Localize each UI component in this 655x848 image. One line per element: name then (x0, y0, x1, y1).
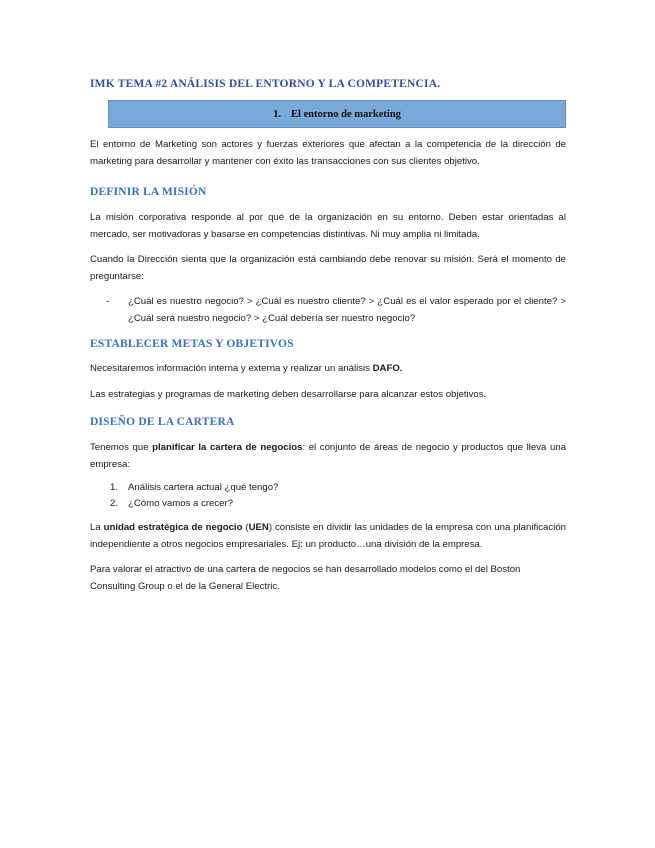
section-title: El entorno de marketing (290, 108, 401, 120)
dash-bullet: - (106, 296, 110, 307)
list-text: Análisis cartera actual ¿qué tengo? (128, 482, 279, 493)
document-title: IMK TEMA #2 ANÁLISIS DEL ENTORNO Y LA COMPETENCIA. (90, 78, 441, 90)
list-item (90, 480, 566, 496)
cartera-p2-post: ) consiste en dividir las unidades de la empresa con una planificación independiente a otros negocios empresariales. Ej: un producto…una división de la empresa. (90, 522, 566, 550)
list-text: ¿Cómo vamos a crecer? (128, 498, 234, 509)
metas-heading: ESTABLECER METAS Y OBJETIVOS (90, 338, 294, 350)
mision-questions-item (90, 294, 566, 327)
list-number: 2. (110, 498, 119, 509)
list-number: 1. (110, 482, 119, 493)
cartera-p2-bold: unidad estratégica de negocio (103, 522, 243, 533)
metas-paragraph-1 (90, 361, 566, 378)
mision-paragraph-1: La misión corporativa responde al por qué de la organización en su entorno. Deben estar orientadas al mercado, ser motivadoras y basarse en competencias distintivas. Ni muy amplia ni limitada. (90, 212, 566, 240)
cartera-p2-bold2: UEN (248, 522, 269, 533)
mision-heading: DEFINIR LA MISIÓN (90, 186, 207, 198)
document-content (90, 78, 566, 595)
metas-paragraph-2: Las estrategias y programas de marketing deben desarrollarse para alcanzar estos objetivos. (90, 388, 487, 400)
cartera-p1-pre: Tenemos que (90, 442, 153, 453)
cartera-p2-pre: La (90, 522, 104, 533)
cartera-p2-mid: ( (242, 522, 249, 533)
mision-paragraph-2: Cuando la Dirección sienta que la organización está cambiando debe renovar su misión. Será el momento de preguntarse: (90, 254, 566, 282)
cartera-numbered-list (90, 480, 566, 512)
cartera-heading: DISEÑO DE LA CARTERA (90, 416, 235, 428)
intro-paragraph: El entorno de Marketing son actores y fuerzas exteriores que afectan a la competencia de la dirección de marketing para desarrollar y mantener con éxito las transacciones con sus clientes objetivo. (90, 139, 566, 167)
cartera-paragraph-3: Para valorar el atractivo de una cartera de negocios se han desarrollado modelos como el del Boston Consulting Group o el de la General Electric. (90, 564, 521, 592)
cartera-paragraph-1 (90, 440, 566, 473)
cartera-paragraph-2 (90, 520, 566, 553)
cartera-p1-post: : el conjunto de áreas de negocio y productos que lleva una empresa: (90, 442, 566, 470)
mision-questions-text: ¿Cuál es nuestro negocio? > ¿Cuál es nuestro cliente? > ¿Cuál es el valor esperado por el cliente? > ¿Cuál será nuestro negocio? > ¿Cuál debería ser nuestro negocio? (128, 296, 566, 324)
metas-p1-text: Necesitaremos información interna y externa y realizar un análisis (90, 363, 373, 374)
section-number: 1. (273, 108, 281, 120)
section-heading-bar (108, 100, 566, 128)
list-item (90, 496, 566, 512)
cartera-p1-bold: planificar la cartera de negocios (152, 442, 303, 453)
metas-p1-bold: DAFO. (372, 363, 403, 374)
